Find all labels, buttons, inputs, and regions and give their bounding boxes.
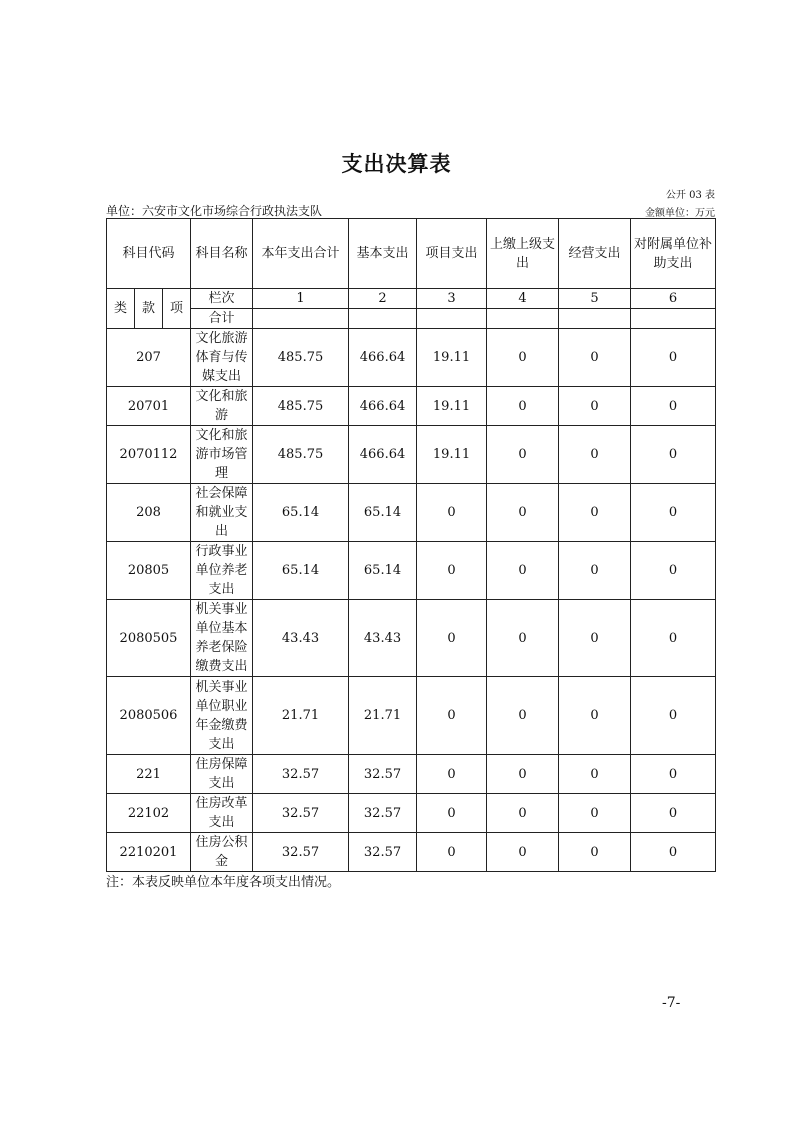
header-kuan: 款 [135, 289, 163, 329]
money-unit-label: 金额单位：万元 [645, 208, 715, 219]
total-cell [631, 309, 716, 329]
row-value: 32.57 [349, 755, 417, 794]
row-name: 文化和旅游 [191, 387, 253, 426]
row-value: 32.57 [253, 755, 349, 794]
row-code: 2070112 [107, 426, 191, 484]
total-cell [349, 309, 417, 329]
row-name: 机关事业单位基本养老保险缴费支出 [191, 600, 253, 677]
row-value: 0 [487, 677, 559, 755]
row-name: 文化旅游体育与传媒支出 [191, 329, 253, 387]
total-cell [487, 309, 559, 329]
total-cell [417, 309, 487, 329]
row-value: 65.14 [253, 542, 349, 600]
row-value: 0 [417, 542, 487, 600]
row-value: 21.71 [253, 677, 349, 755]
table-row [107, 677, 716, 755]
row-value: 0 [559, 794, 631, 833]
row-value: 19.11 [417, 387, 487, 426]
header-lei: 类 [107, 289, 135, 329]
row-value: 21.71 [349, 677, 417, 755]
row-value: 0 [559, 542, 631, 600]
column-number-row [107, 289, 716, 309]
row-value: 0 [559, 833, 631, 872]
row-value: 0 [487, 542, 559, 600]
row-value: 0 [631, 484, 716, 542]
row-value: 0 [487, 329, 559, 387]
row-value: 19.11 [417, 426, 487, 484]
row-value: 0 [487, 833, 559, 872]
header-subsidiary: 对附属单位补助支出 [631, 219, 716, 289]
row-value: 0 [631, 677, 716, 755]
row-value: 485.75 [253, 387, 349, 426]
row-value: 0 [487, 426, 559, 484]
expenditure-table [106, 218, 716, 872]
row-code: 208 [107, 484, 191, 542]
row-value: 65.14 [349, 542, 417, 600]
column-number: 2 [349, 289, 417, 309]
row-name: 文化和旅游市场管理 [191, 426, 253, 484]
row-value: 0 [417, 484, 487, 542]
row-value: 0 [631, 794, 716, 833]
row-value: 0 [559, 600, 631, 677]
total-cell [253, 309, 349, 329]
row-value: 0 [417, 677, 487, 755]
row-value: 0 [559, 677, 631, 755]
table-row [107, 600, 716, 677]
table-row [107, 329, 716, 387]
row-value: 0 [487, 794, 559, 833]
row-value: 32.57 [253, 794, 349, 833]
row-value: 0 [487, 755, 559, 794]
unit-label: 单位：六安市文化市场综合行政执法支队 [106, 204, 323, 218]
row-code: 20701 [107, 387, 191, 426]
header-heji: 合计 [191, 309, 253, 329]
row-value: 65.14 [349, 484, 417, 542]
row-value: 0 [631, 600, 716, 677]
row-value: 0 [631, 755, 716, 794]
total-cell [559, 309, 631, 329]
row-value: 32.57 [253, 833, 349, 872]
page-number: -7- [662, 995, 681, 1011]
table-row [107, 387, 716, 426]
header-name: 科目名称 [191, 219, 253, 289]
row-value: 485.75 [253, 329, 349, 387]
header-upper: 上缴上级支出 [487, 219, 559, 289]
header-total: 本年支出合计 [253, 219, 349, 289]
header-basic: 基本支出 [349, 219, 417, 289]
header-code: 科目代码 [107, 219, 191, 289]
row-name: 住房公积金 [191, 833, 253, 872]
row-value: 0 [559, 426, 631, 484]
row-value: 466.64 [349, 426, 417, 484]
row-code: 2080506 [107, 677, 191, 755]
row-name: 机关事业单位职业年金缴费支出 [191, 677, 253, 755]
row-value: 0 [487, 600, 559, 677]
row-name: 住房保障支出 [191, 755, 253, 794]
header-lanci: 栏次 [191, 289, 253, 309]
row-value: 0 [417, 833, 487, 872]
table-row [107, 833, 716, 872]
table-row [107, 755, 716, 794]
total-row [107, 309, 716, 329]
row-value: 0 [417, 600, 487, 677]
table-row [107, 426, 716, 484]
row-value: 32.57 [349, 833, 417, 872]
row-value: 32.57 [349, 794, 417, 833]
header-xiang: 项 [163, 289, 191, 329]
row-value: 0 [559, 387, 631, 426]
row-code: 221 [107, 755, 191, 794]
row-name: 住房改革支出 [191, 794, 253, 833]
row-value: 466.64 [349, 387, 417, 426]
header-business: 经营支出 [559, 219, 631, 289]
column-number: 5 [559, 289, 631, 309]
table-note: 注：本表反映单位本年度各项支出情况。 [106, 875, 341, 890]
table-row [107, 542, 716, 600]
row-value: 0 [487, 387, 559, 426]
row-value: 0 [559, 484, 631, 542]
row-value: 0 [631, 329, 716, 387]
header-project: 项目支出 [417, 219, 487, 289]
row-value: 466.64 [349, 329, 417, 387]
row-value: 0 [631, 387, 716, 426]
row-code: 207 [107, 329, 191, 387]
row-value: 0 [631, 833, 716, 872]
row-value: 0 [417, 755, 487, 794]
column-number: 6 [631, 289, 716, 309]
row-value: 0 [631, 426, 716, 484]
row-code: 2080505 [107, 600, 191, 677]
column-number: 3 [417, 289, 487, 309]
row-name: 社会保障和就业支出 [191, 484, 253, 542]
column-number: 1 [253, 289, 349, 309]
header-row [107, 219, 716, 289]
row-name: 行政事业单位养老支出 [191, 542, 253, 600]
row-code: 2210201 [107, 833, 191, 872]
column-number: 4 [487, 289, 559, 309]
row-value: 43.43 [349, 600, 417, 677]
row-value: 43.43 [253, 600, 349, 677]
row-code: 20805 [107, 542, 191, 600]
row-value: 0 [487, 484, 559, 542]
row-value: 0 [417, 794, 487, 833]
row-value: 19.11 [417, 329, 487, 387]
row-value: 0 [559, 755, 631, 794]
form-number: 公开 03 表 [665, 190, 715, 201]
row-value: 65.14 [253, 484, 349, 542]
row-value: 0 [559, 329, 631, 387]
table-row [107, 484, 716, 542]
row-value: 485.75 [253, 426, 349, 484]
table-row [107, 794, 716, 833]
page-title: 支出决算表 [341, 152, 452, 176]
row-code: 22102 [107, 794, 191, 833]
row-value: 0 [631, 542, 716, 600]
